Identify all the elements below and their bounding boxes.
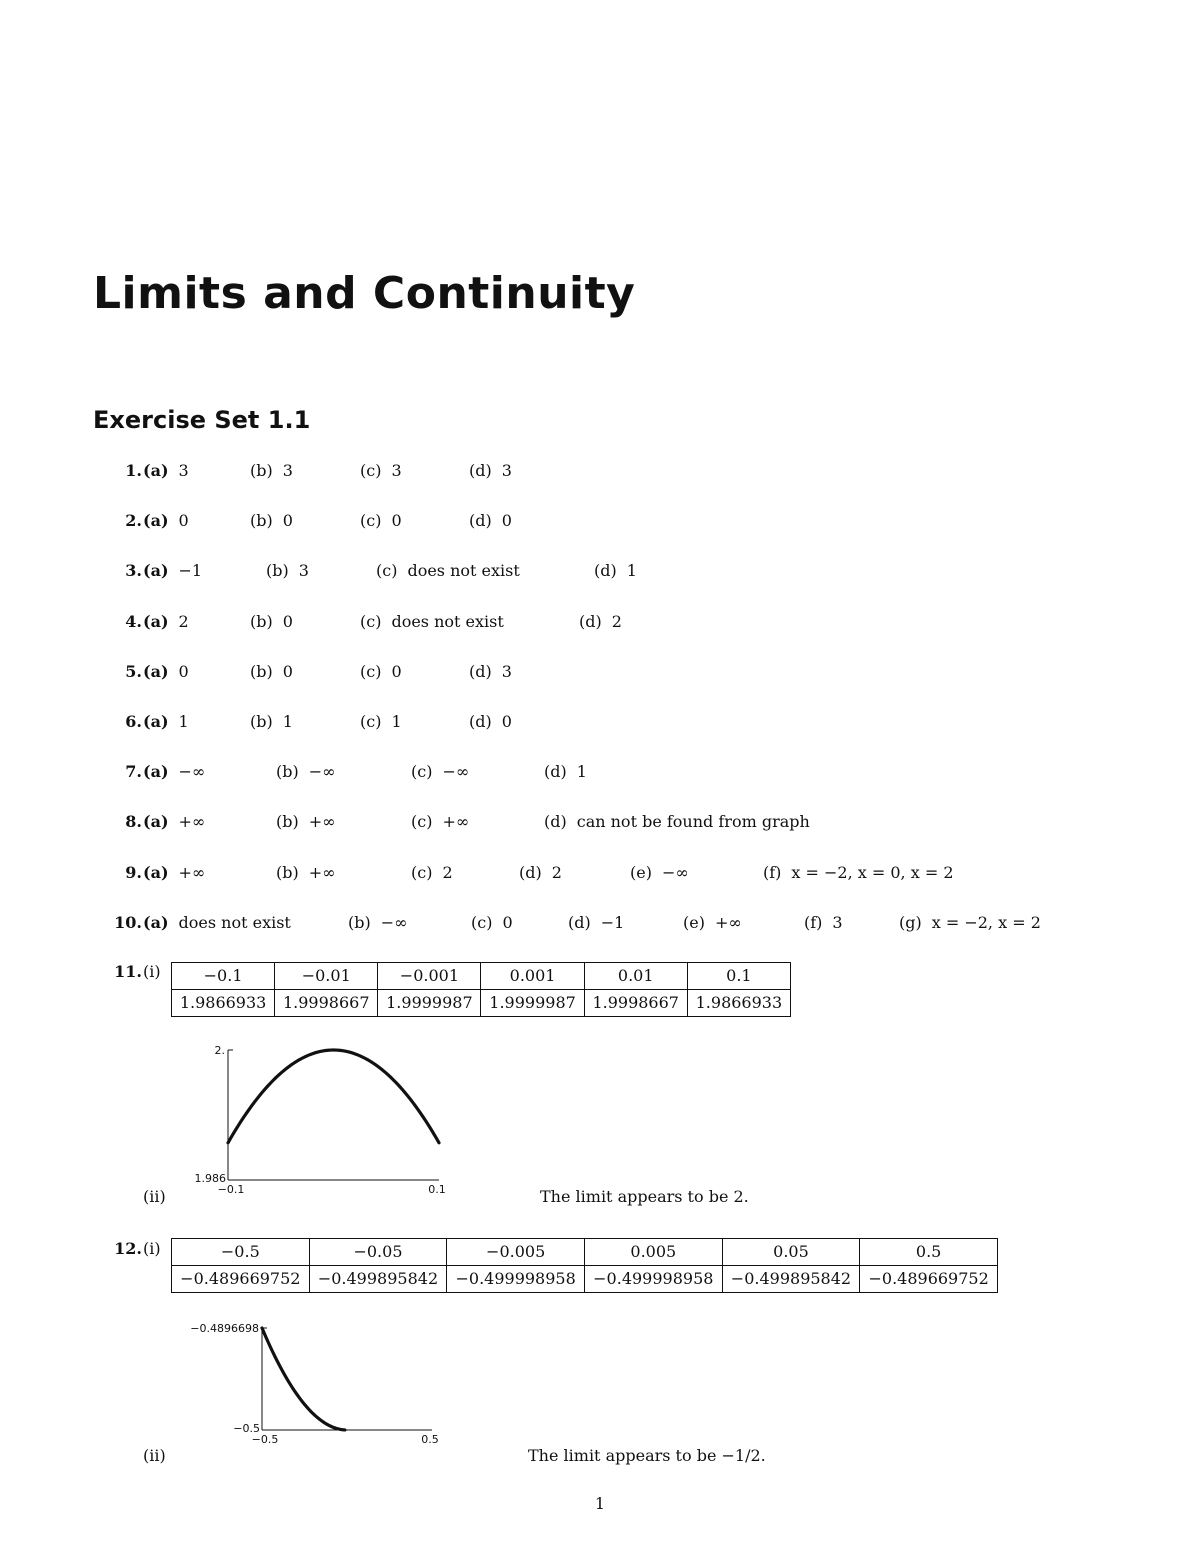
part-label: (d)	[519, 862, 542, 882]
exercise-number: 9.	[125, 862, 142, 882]
part-answer: 1	[178, 712, 189, 731]
x-tick-label: −0.5	[251, 1433, 279, 1446]
part-answer: −∞	[178, 762, 206, 782]
exercise-part	[469, 459, 512, 483]
part-answer: 0	[502, 912, 513, 932]
exercise-part	[804, 911, 843, 935]
part-label: (a)	[143, 561, 169, 581]
table-cell: −0.5	[172, 1239, 310, 1266]
table-cell: −0.1	[172, 963, 275, 990]
part-answer: 3	[298, 561, 309, 581]
exercise-1	[0, 459, 1200, 483]
table-cell: 1.9998667	[584, 990, 687, 1017]
table-row	[172, 963, 791, 990]
exercise-number: 7.	[125, 762, 142, 782]
table-cell: −0.489669752	[172, 1266, 310, 1293]
table-cell: 1.9866933	[172, 990, 275, 1017]
exercise-part	[250, 710, 293, 734]
part-answer: does not exist	[178, 912, 291, 932]
part-label: (a)	[143, 712, 169, 731]
part-label: (a)	[143, 611, 169, 631]
problem-11-caption: The limit appears to be 2.	[540, 1187, 749, 1206]
exercise-part	[544, 810, 810, 834]
table-cell: 1.9999987	[378, 990, 481, 1017]
part-answer: 1	[282, 712, 293, 731]
x-tick-label: 0.5	[421, 1433, 439, 1446]
part-label: (c)	[376, 561, 398, 581]
exercise-3	[0, 559, 1200, 583]
problem-11-part-ii: (ii)	[143, 1187, 166, 1206]
part-answer: 0	[501, 511, 512, 531]
exercise-6	[0, 710, 1200, 734]
problem-12-caption: The limit appears to be −1/2.	[528, 1446, 766, 1465]
plot-11	[185, 1040, 465, 1200]
part-label: (a)	[143, 812, 169, 832]
part-answer: x = −2, x = 0, x = 2	[791, 862, 954, 882]
table-cell: −0.01	[275, 963, 378, 990]
part-label: (d)	[469, 712, 492, 731]
exercise-part	[276, 861, 335, 885]
table-cell: 0.005	[584, 1239, 722, 1266]
part-answer: −∞	[661, 862, 689, 882]
plot-12	[180, 1318, 460, 1454]
section-title: Exercise Set 1.1	[93, 406, 311, 434]
exercise-part	[143, 810, 205, 834]
problem-12-number: 12.	[114, 1239, 142, 1258]
exercise-part	[469, 509, 512, 533]
part-answer: −1	[600, 912, 625, 932]
page-number: 1	[594, 1494, 606, 1513]
exercise-part	[250, 660, 293, 684]
exercise-part	[899, 911, 1041, 935]
exercise-part	[411, 861, 453, 885]
exercise-part	[630, 861, 689, 885]
table-row	[172, 990, 791, 1017]
part-label: (b)	[250, 611, 273, 631]
part-answer: 3	[178, 461, 189, 480]
part-label: (c)	[360, 661, 382, 681]
exercise-number: 10.	[114, 912, 142, 932]
part-answer: 1	[626, 561, 637, 581]
part-answer: −∞	[442, 762, 470, 782]
part-answer: −∞	[380, 912, 408, 932]
exercise-part	[471, 911, 513, 935]
part-answer: x = −2, x = 2	[931, 912, 1041, 932]
part-answer: 0	[501, 712, 512, 731]
part-answer: does not exist	[391, 611, 504, 631]
table-cell: 0.05	[722, 1239, 860, 1266]
problem-12-part-ii: (ii)	[143, 1446, 166, 1465]
part-label: (d)	[568, 912, 591, 932]
table-cell: 0.5	[860, 1239, 998, 1266]
exercise-number: 5.	[125, 661, 142, 681]
part-label: (c)	[411, 762, 433, 782]
part-label: (f)	[804, 912, 823, 932]
part-answer: 3	[832, 912, 843, 932]
table-cell: 0.001	[481, 963, 584, 990]
exercise-7	[0, 760, 1200, 784]
exercise-8	[0, 810, 1200, 834]
part-label: (d)	[579, 611, 602, 631]
part-answer: 1	[576, 762, 587, 782]
table-cell: 1.9866933	[687, 990, 790, 1017]
part-label: (d)	[594, 561, 617, 581]
part-label: (a)	[143, 912, 169, 932]
exercise-part	[276, 760, 335, 784]
part-label: (a)	[143, 862, 169, 882]
problem-11-table	[171, 962, 791, 1017]
table-cell: 0.1	[687, 963, 790, 990]
exercise-part	[411, 760, 469, 784]
part-answer: 0	[178, 661, 189, 681]
part-answer: can not be found from graph	[576, 812, 810, 832]
part-answer: 3	[501, 461, 512, 480]
table-cell: −0.499998958	[584, 1266, 722, 1293]
part-label: (d)	[469, 461, 492, 480]
part-answer: 3	[391, 461, 402, 480]
exercise-part	[360, 459, 402, 483]
part-label: (b)	[276, 862, 299, 882]
exercise-number: 6.	[125, 712, 142, 731]
part-answer: 2	[551, 862, 562, 882]
part-answer: 2	[178, 611, 189, 631]
part-label: (b)	[250, 461, 273, 480]
part-label: (c)	[411, 812, 433, 832]
exercise-part	[250, 459, 293, 483]
part-label: (b)	[250, 661, 273, 681]
part-answer: 0	[178, 511, 189, 531]
problem-11-part-i: (i)	[143, 962, 161, 981]
exercise-part	[544, 760, 587, 784]
problem-12-table	[171, 1238, 998, 1293]
part-label: (a)	[143, 461, 169, 480]
exercise-part	[519, 861, 562, 885]
part-label: (a)	[143, 762, 169, 782]
exercise-part	[411, 810, 469, 834]
table-cell: −0.001	[378, 963, 481, 990]
part-label: (d)	[469, 511, 492, 531]
y-tick-label: −0.4896698	[190, 1322, 259, 1335]
table-cell: −0.005	[447, 1239, 585, 1266]
table-row	[172, 1239, 998, 1266]
part-label: (b)	[276, 812, 299, 832]
part-label: (b)	[276, 762, 299, 782]
part-answer: +∞	[308, 862, 336, 882]
exercise-part	[376, 559, 520, 583]
exercise-part	[143, 559, 202, 583]
part-answer: 0	[391, 511, 402, 531]
exercise-part	[469, 660, 512, 684]
part-label: (g)	[899, 912, 922, 932]
part-answer: +∞	[178, 812, 206, 832]
part-answer: 0	[282, 661, 293, 681]
part-label: (c)	[471, 912, 493, 932]
table-cell: −0.499895842	[309, 1266, 447, 1293]
exercise-part	[143, 861, 205, 885]
part-label: (c)	[360, 461, 382, 480]
part-answer: 2	[442, 862, 453, 882]
part-label: (b)	[266, 561, 289, 581]
exercise-part	[250, 509, 293, 533]
part-answer: 3	[282, 461, 293, 480]
exercise-part	[143, 911, 291, 935]
part-label: (f)	[763, 862, 782, 882]
exercise-part	[568, 911, 624, 935]
x-tick-label: 0.1	[428, 1183, 446, 1196]
part-label: (b)	[250, 511, 273, 531]
exercise-part	[469, 710, 512, 734]
exercise-number: 3.	[125, 561, 142, 581]
part-label: (a)	[143, 511, 169, 531]
exercise-part	[360, 710, 402, 734]
table-cell: −0.499998958	[447, 1266, 585, 1293]
part-answer: 3	[501, 661, 512, 681]
exercise-part	[143, 509, 189, 533]
exercise-part	[360, 610, 504, 634]
exercise-part	[276, 810, 335, 834]
exercise-part	[143, 660, 189, 684]
chapter-title: Limits and Continuity	[93, 268, 636, 319]
part-answer: 0	[391, 661, 402, 681]
part-label: (c)	[360, 511, 382, 531]
part-answer: 0	[282, 511, 293, 531]
table-cell: 1.9998667	[275, 990, 378, 1017]
part-answer: +∞	[442, 812, 470, 832]
exercise-part	[143, 610, 189, 634]
exercise-part	[348, 911, 407, 935]
exercise-part	[143, 459, 189, 483]
table-cell: −0.489669752	[860, 1266, 998, 1293]
exercise-part	[250, 610, 293, 634]
part-answer: 0	[282, 611, 293, 631]
y-tick-label: −0.5	[233, 1422, 260, 1435]
table-cell: −0.499895842	[722, 1266, 860, 1293]
exercise-part	[266, 559, 309, 583]
y-tick-label: 2.	[214, 1044, 225, 1057]
exercise-part	[579, 610, 622, 634]
exercise-10	[0, 911, 1200, 935]
part-label: (e)	[630, 862, 652, 882]
exercise-part	[594, 559, 637, 583]
exercise-part	[143, 710, 189, 734]
problem-11-number: 11.	[114, 962, 142, 981]
exercise-number: 8.	[125, 812, 142, 832]
exercise-part	[763, 861, 954, 885]
part-label: (c)	[360, 712, 382, 731]
part-answer: +∞	[714, 912, 742, 932]
exercise-number: 1.	[125, 461, 142, 480]
part-answer: −∞	[308, 762, 336, 782]
part-label: (c)	[411, 862, 433, 882]
part-label: (a)	[143, 661, 169, 681]
exercise-part	[683, 911, 742, 935]
exercise-part	[360, 509, 402, 533]
part-answer: does not exist	[407, 561, 520, 581]
part-label: (b)	[250, 712, 273, 731]
part-answer: +∞	[178, 862, 206, 882]
table-cell: 1.9999987	[481, 990, 584, 1017]
part-answer: 1	[391, 712, 402, 731]
exercise-9	[0, 861, 1200, 885]
part-answer: 2	[611, 611, 622, 631]
series-line	[262, 1328, 345, 1430]
part-answer: +∞	[308, 812, 336, 832]
table-cell: −0.05	[309, 1239, 447, 1266]
part-label: (b)	[348, 912, 371, 932]
table-row	[172, 1266, 998, 1293]
problem-12-part-i: (i)	[143, 1239, 161, 1258]
exercise-5	[0, 660, 1200, 684]
table-cell: 0.01	[584, 963, 687, 990]
part-label: (d)	[469, 661, 492, 681]
exercise-number: 2.	[125, 511, 142, 531]
exercise-number: 4.	[125, 611, 142, 631]
exercise-part	[143, 760, 205, 784]
part-label: (c)	[360, 611, 382, 631]
part-answer: −1	[178, 561, 203, 581]
exercise-part	[360, 660, 402, 684]
series-line	[228, 1050, 439, 1143]
exercise-4	[0, 610, 1200, 634]
y-tick-label: 1.986	[194, 1172, 226, 1185]
exercise-2	[0, 509, 1200, 533]
part-label: (e)	[683, 912, 705, 932]
x-tick-label: −0.1	[217, 1183, 245, 1196]
part-label: (d)	[544, 762, 567, 782]
part-label: (d)	[544, 812, 567, 832]
